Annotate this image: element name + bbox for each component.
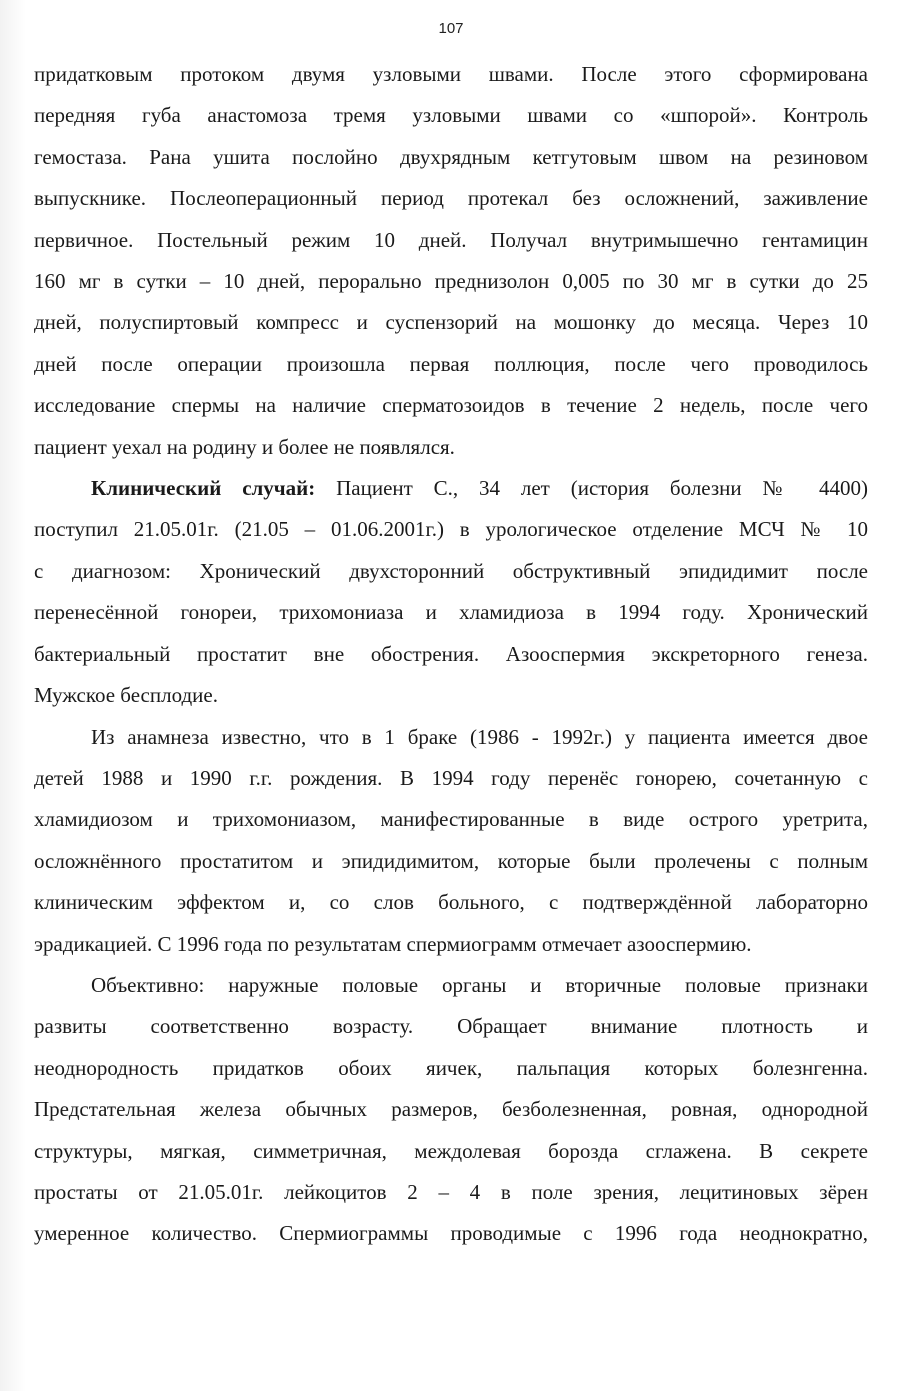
text-line: клиническим эффектом и, со слов больного, с подтверждённой лабораторно [34, 890, 868, 915]
text-fragment: Пациент С., 34 лет (история болезни № 4400) [315, 476, 868, 501]
text-line: простаты от 21.05.01г. лейкоцитов 2 – 4 в поле зрения, лецитиновых зёрен [34, 1179, 868, 1204]
text-line: 160 мг в сутки – 10 дней, перорально преднизолон 0,005 по 30 мг в сутки до 25 [34, 269, 868, 294]
paragraph-objective [34, 965, 868, 1255]
text-line: выпускнике. Послеоперационный период протекал без осложнений, заживление [34, 186, 868, 211]
text-line: Из анамнеза известно, что в 1 браке (1986 - 1992г.) у пациента имеется двое [91, 724, 868, 749]
text-line: передняя губа анастомоза тремя узловыми швами со «шпорой». Контроль [34, 103, 868, 128]
text-line: эрадикацией. С 1996 года по результатам спермиограмм отмечает азооспермию. [34, 931, 752, 956]
text-line: Объективно: наружные половые органы и вторичные половые признаки [91, 972, 868, 997]
text-line: Мужское бесплодие. [34, 683, 218, 708]
text-line: с диагнозом: Хронический двухсторонний обструктивный эпидидимит после [34, 558, 868, 583]
text-line: умеренное количество. Спермиограммы проводимые с 1996 года неоднократно, [34, 1221, 868, 1246]
text-line: дней после операции произошла первая поллюция, после чего проводилось [34, 351, 868, 376]
text-line: осложнённого простатитом и эпидидимитом, которые были пролечены с полным [34, 848, 868, 873]
paragraph-anamnesis [34, 717, 868, 965]
text-line: исследование спермы на наличие сперматозоидов в течение 2 недель, после чего [34, 393, 868, 418]
text-line: пациент уехал на родину и более не появлялся. [34, 434, 455, 459]
text-line: Предстательная железа обычных размеров, безболезненная, ровная, однородной [34, 1097, 868, 1122]
text-line-with-lead [34, 468, 868, 509]
text-line: хламидиозом и трихомониазом, манифестированные в виде острого уретрита, [34, 807, 868, 832]
clinical-case-heading: Клинический случай: [91, 476, 316, 501]
paragraph-operation-end [34, 54, 868, 468]
text-line: детей 1988 и 1990 г.г. рождения. В 1994 году перенёс гонорею, сочетанную с [34, 765, 868, 790]
text-line: первичное. Постельный режим 10 дней. Получал внутримышечно гентамицин [34, 227, 868, 252]
text-line: перенесённой гонореи, трихомониаза и хламидиоза в 1994 году. Хронический [34, 600, 868, 625]
text-line: дней, полуспиртовый компресс и суспензорий на мошонку до месяца. Через 10 [34, 310, 868, 335]
text-line: бактериальный простатит вне обострения. Азооспермия экскреторного генеза. [34, 641, 868, 666]
text-line: структуры, мягкая, симметричная, междолевая борозда сглажена. В секрете [34, 1138, 868, 1163]
text-line: гемостаза. Рана ушита послойно двухрядным кетгутовым швом на резиновом [34, 144, 868, 169]
text-line: неоднородность придатков обоих яичек, пальпация которых болезнгенна. [34, 1055, 868, 1080]
scan-shadow-edge [0, 0, 26, 1391]
text-line: поступил 21.05.01г. (21.05 – 01.06.2001г.) в урологическое отделение МСЧ № 10 [34, 517, 868, 542]
page-number: 107 [438, 20, 464, 37]
text-line: придатковым протоком двумя узловыми швами. После этого сформирована [34, 62, 868, 86]
paragraph-clinical-case [34, 468, 868, 716]
text-line: развиты соответственно возрасту. Обращает внимание плотность и [34, 1014, 868, 1039]
document-body [34, 54, 868, 1255]
